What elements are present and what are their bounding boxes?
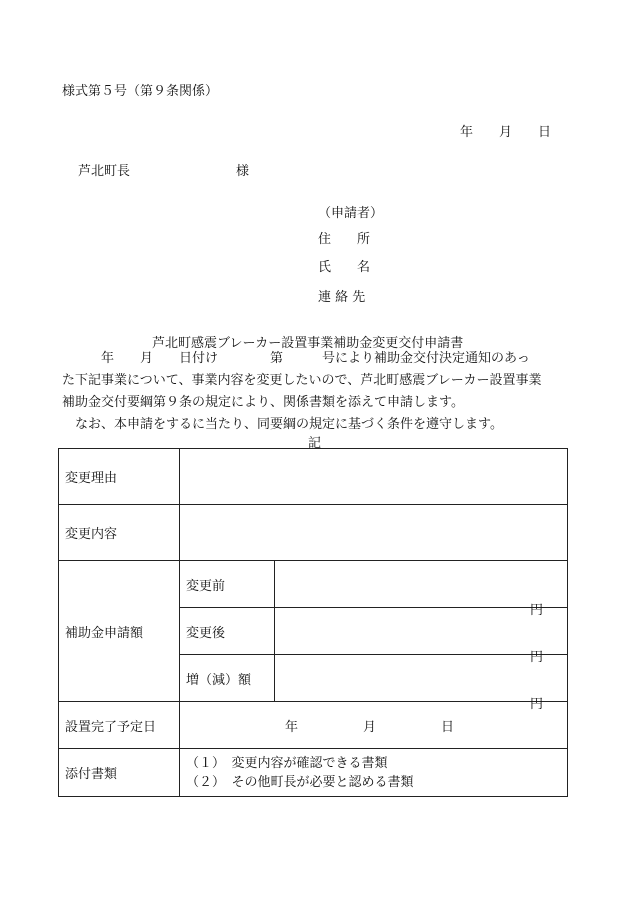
diff-yen: 円 bbox=[529, 697, 543, 712]
date-line: 年 月 日 bbox=[460, 125, 552, 140]
reason-row bbox=[59, 449, 568, 505]
application-table bbox=[58, 448, 568, 797]
document-body bbox=[62, 348, 572, 436]
body-line-4: なお、本申請をするに当たり、同要綱の規定に基づく条件を遵守します。 bbox=[62, 417, 503, 432]
content-label: 変更内容 bbox=[59, 505, 180, 561]
completion-label: 設置完了予定日 bbox=[59, 702, 180, 749]
completion-row bbox=[59, 702, 568, 749]
reason-field[interactable] bbox=[180, 449, 568, 505]
document-title: 芦北町感震ブレーカー設置事業補助金変更交付申請書 bbox=[152, 336, 464, 351]
body-line-2: た下記事業について、事業内容を変更したいので、芦北町感震ブレーカー設置事業 bbox=[62, 373, 542, 388]
diff-amount-field[interactable] bbox=[275, 655, 568, 712]
applicant-label: （申請者） bbox=[318, 206, 384, 221]
attachments-row bbox=[59, 749, 568, 797]
body-line-3: 補助金交付要綱第９条の規定により、関係書類を添えて申請します。 bbox=[62, 395, 464, 410]
after-label: 変更後 bbox=[180, 608, 275, 655]
before-yen: 円 bbox=[529, 603, 543, 618]
before-label: 変更前 bbox=[180, 561, 275, 608]
attachments-label: 添付書類 bbox=[59, 749, 180, 797]
contact-label: 連 絡 先 bbox=[318, 290, 366, 305]
addressee: 芦北町長 bbox=[78, 164, 131, 179]
attachment-item-2: （２） その他町長が必要と認める書類 bbox=[186, 774, 414, 790]
completion-date: 年 月 日 bbox=[285, 719, 455, 735]
before-amount-field[interactable] bbox=[275, 561, 568, 618]
honorific: 様 bbox=[236, 164, 250, 179]
form-number: 様式第５号（第９条関係） bbox=[62, 84, 219, 99]
body-line-1: 年 月 日付け 第 号により補助金交付決定通知のあっ bbox=[62, 351, 530, 366]
name-label: 氏 名 bbox=[318, 260, 371, 275]
content-row bbox=[59, 505, 568, 561]
attachments-list bbox=[180, 749, 568, 797]
after-yen: 円 bbox=[529, 650, 543, 665]
attachment-item-1: （１） 変更内容が確認できる書類 bbox=[186, 755, 388, 771]
content-field[interactable] bbox=[180, 505, 568, 561]
ki-label: 記 bbox=[308, 436, 322, 451]
diff-label: 増（減）額 bbox=[180, 655, 275, 702]
reason-label: 変更理由 bbox=[59, 449, 180, 505]
amount-label: 補助金申請額 bbox=[59, 561, 180, 702]
after-amount-field[interactable] bbox=[275, 608, 568, 665]
completion-date-field[interactable] bbox=[180, 702, 568, 749]
address-label: 住 所 bbox=[318, 232, 371, 247]
before-row bbox=[59, 561, 568, 608]
